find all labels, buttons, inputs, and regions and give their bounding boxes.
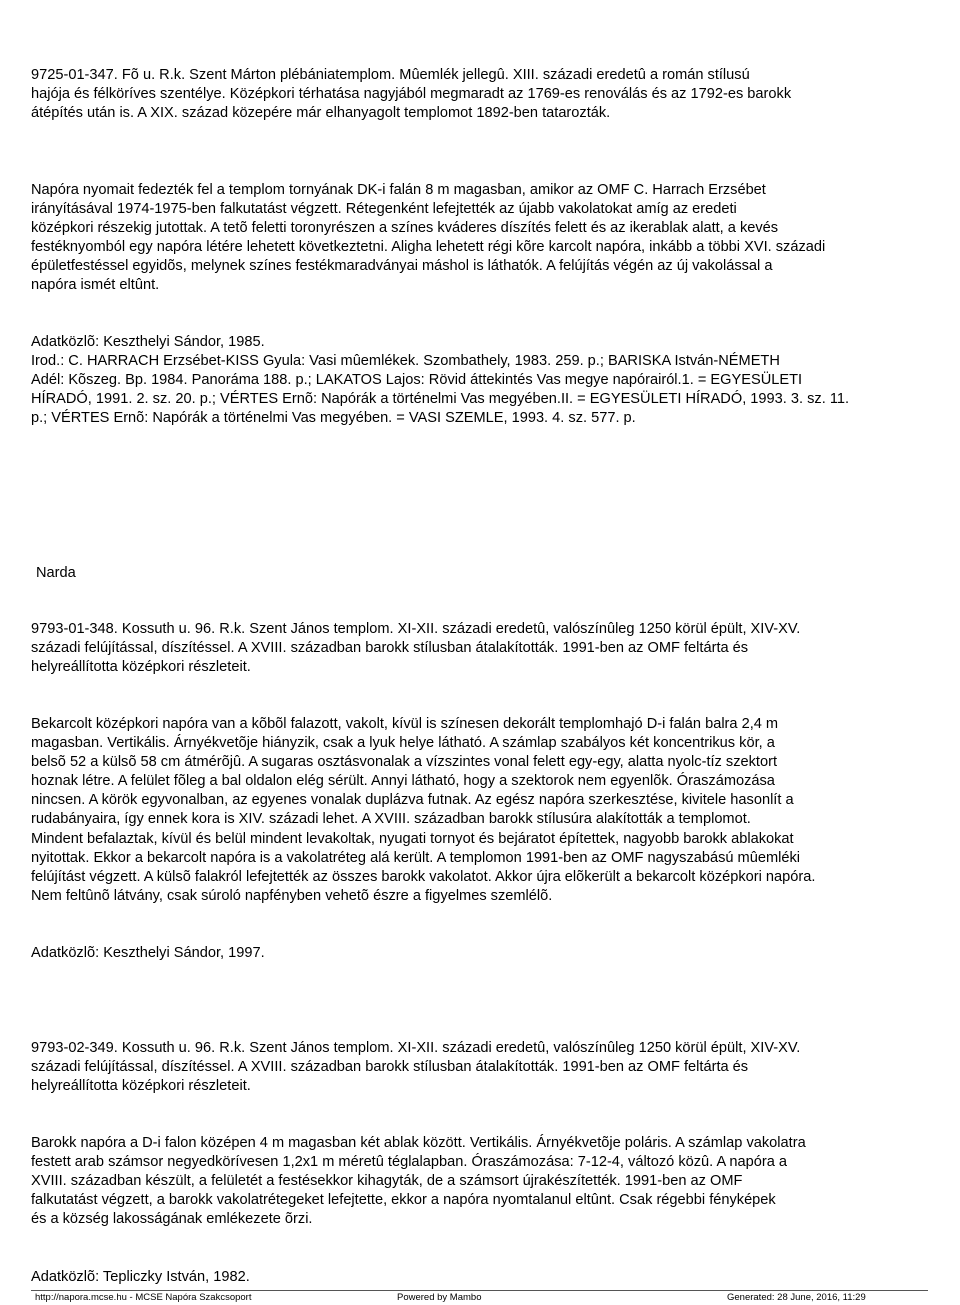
text-line: irányításával 1974-1975-ben falkutatást végzett. Rétegenként lefejtették az újabb vakolatokat amíg az eredeti (31, 201, 737, 218)
text-line: festéknyomból egy napóra létére lehetett következtetni. Aligha lehetett régi kõre karcolt napóra, inkább a többi XVI. századi (31, 239, 826, 256)
text-line: századi felújítással, díszítéssel. A XVIII. században barokk stílusban átalakították. 1991-ben az OMF feltárta és (31, 640, 749, 657)
text-line: felújítást végzett. A külsõ falakról lefejtették az összes barokk vakolatot. Akkor újra elõkerült a bekarcolt középkori napóra. (31, 868, 816, 885)
text-line: napóra ismét eltûnt. (31, 277, 160, 294)
text-line: Barokk napóra a D-i falon középen 4 m magasban két ablak között. Vertikális. Árnyékvetõje poláris. A számlap vakolatra (31, 1135, 806, 1151)
text-line: és a község lakosságának emlékezete õrzi. (31, 1211, 313, 1228)
text-line: épületfestéssel egyidõs, melynek színes festékmaradványai máshol is láthatók. A felújítás végén az új vakolással a (31, 258, 773, 275)
text-line: XVIII. században készült, a felületét a festésekkor kihagyták, de a számsort újrakészítették. 1991-ben az OMF (31, 1173, 743, 1190)
text-line: magasban. Vertikális. Árnyékvetõje hiányzik, csak a lyuk helye látható. A számlap szabályos két koncentrikus kör, a (31, 735, 775, 752)
entry-3-description (31, 1134, 931, 1229)
text-line: századi felújítással, díszítéssel. A XVIII. században barokk stílusban átalakították. 1991-ben az OMF feltárta és (31, 1059, 749, 1076)
text-line: helyreállította középkori részleteit. (31, 1078, 251, 1095)
text-line: nincsen. A körök egyvonalban, az egyenes vonalak duplázva futnak. Az egész napóra szerkesztése, kivitele hasonlít a (31, 792, 794, 809)
text-line: 9793-01-348. Kossuth u. 96. R.k. Szent János templom. XI-XII. századi eredetû, valószínûleg 1250 körül épült, XIV-XV. (31, 621, 801, 637)
text-line: Napóra nyomait fedezték fel a templom tornyának DK-i falán 8 m magasban, amikor az OMF C. Harrach Erzsébet (31, 182, 766, 198)
section-heading-narda: Narda (36, 565, 76, 581)
text-line: helyreállította középkori részleteit. (31, 659, 251, 676)
page-footer (0, 1291, 960, 1305)
entry-2-description (31, 715, 931, 906)
bibliography-line: Irod.: C. HARRACH Erzsébet-KISS Gyula: Vasi mûemlékek. Szombathely, 1983. 259. p.; BARISKA István-NÉMETH (31, 353, 780, 370)
text-line: belsõ 52 a külsõ 58 cm átmérõjû. A sugaras osztásvonalak a vízszintes vonal felett egy-egy, alatta nyolc-tíz szektort (31, 754, 778, 771)
text-line: festett arab számsor negyedkörívesen 1,2x1 m méretû téglalapban. Óraszámozása: 7-12-4, változó közû. A napóra a (31, 1154, 788, 1171)
entry-2-reporter: Adatközlõ: Keszthelyi Sándor, 1997. (31, 945, 265, 961)
entry-3-reporter: Adatközlõ: Tepliczky István, 1982. (31, 1269, 250, 1285)
footer-site-link[interactable]: http://napora.mcse.hu - MCSE Napóra Szakcsoport (35, 1292, 252, 1303)
reporter-line: Adatközlõ: Keszthelyi Sándor, 1985. (31, 334, 265, 350)
text-line: falkutatást végzett, a barokk vakolatrétegeket lefejtette, ekkor a napóra nyomtalanul eltûnt. Csak régebbi fényképek (31, 1192, 776, 1209)
entry-1-references (31, 333, 931, 428)
text-line: 9793-02-349. Kossuth u. 96. R.k. Szent János templom. XI-XII. századi eredetû, valószínûleg 1250 körül épült, XIV-XV. (31, 1040, 801, 1056)
text-line: középkori részekig jutottak. A tetõ feletti toronyrészen a színes kváderes díszítés felett és az ikerablak alatt, a kevés (31, 220, 779, 237)
entry-1-description (31, 181, 931, 296)
text-line: hoznak létre. A felület fõleg a bal oldalon elég sérült. Annyi látható, hogy a szektorok nem egyenlõk. Óraszámozása (31, 773, 775, 790)
entry-1-intro (31, 66, 931, 123)
bibliography-line: p.; VÉRTES Ernõ: Napórák a történelmi Vas megyében. = VASI SZEMLE, 1993. 4. sz. 577. p. (31, 410, 636, 427)
bibliography-line: HÍRADÓ, 1991. 2. sz. 20. p.; VÉRTES Ernõ: Napórák a történelmi Vas megyében.II. = EGYESÜLETI HÍRADÓ, 1993. 3. sz. 11. (31, 391, 850, 408)
entry-3-intro (31, 1039, 931, 1096)
text-line: 9725-01-347. Fõ u. R.k. Szent Márton plébániatemplom. Mûemlék jellegû. XIII. századi eredetû a román stílusú (31, 67, 750, 83)
text-line: rudabányaira, így ennek kora is XIV. századi lehet. A XVIII. században barokk stílusúra alakították a templomot. (31, 811, 751, 828)
text-line: Bekarcolt középkori napóra van a kõbõl falazott, vakolt, kívül is színesen dekorált templomhajó D-i falán balra 2,4 m (31, 716, 779, 732)
text-line: Nem feltûnõ látvány, csak súroló napfényben vehetõ észre a figyelmes szemlélõ. (31, 887, 553, 904)
footer-generated-date: Generated: 28 June, 2016, 11:29 (727, 1292, 866, 1303)
footer-powered-by: Powered by Mambo (397, 1292, 482, 1303)
bibliography-line: Adél: Kõszeg. Bp. 1984. Panoráma 188. p.; LAKATOS Lajos: Rövid áttekintés Vas megye napórairól.1. = EGYESÜLETI (31, 372, 803, 389)
text-line: Mindent befalaztak, kívül és belül mindent levakoltak, nyugati tornyot és bejáratot építettek, nagyobb barokk ablakokat (31, 830, 794, 847)
entry-2-intro (31, 620, 931, 677)
text-line: nyitottak. Ekkor a bekarcolt napóra is a vakolatréteg alá került. A templomon 1991-ben az OMF nagyszabású mûemléki (31, 849, 801, 866)
text-line: átépítés után is. A XIX. század közepére már elhanyagolt templomot 1892-ben tatarozták. (31, 105, 611, 122)
text-line: hajója és félköríves szentélye. Középkori térhatása nagyjából megmaradt az 1769-es renoválás és az 1792-es barokk (31, 86, 792, 103)
